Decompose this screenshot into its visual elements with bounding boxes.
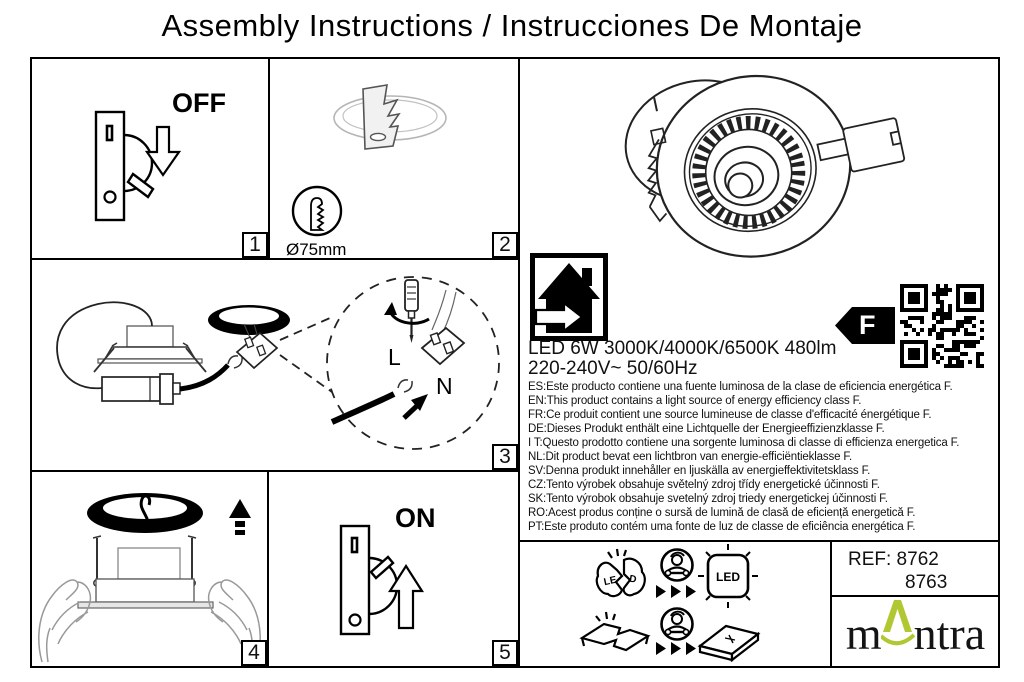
on-label: ON — [395, 503, 436, 533]
step-number: 2 — [499, 233, 511, 256]
lang-line-fr: FR:Ce produit contient une source lumineuse de classe d'efficacité énergétique F. — [528, 409, 932, 421]
logo-text: m — [845, 608, 882, 659]
ref-number-2: 8763 — [905, 572, 948, 593]
indoor-use-icon — [530, 253, 608, 341]
ceiling-cutout-illustration — [270, 59, 518, 258]
energy-class-letter: F — [859, 310, 876, 340]
spec-line: 220-240V~ 50/60Hz — [528, 358, 698, 379]
lang-line-en: EN:This product contains a light source of energy efficiency class F. — [528, 395, 862, 407]
step-number-badge — [492, 444, 518, 470]
reference-panel — [832, 542, 999, 595]
lang-line-sk: SK:Tento výrobok obsahuje svetelný zdroj triedy energetickej účinnosti F. — [528, 493, 888, 505]
logo-caret-icon — [881, 598, 915, 654]
led-label: LED — [716, 570, 740, 584]
broken-led-text: D — [628, 573, 638, 586]
broken-led-text: LE — [602, 574, 618, 589]
driver-box-icon — [700, 626, 758, 660]
service-icons-panel — [520, 542, 830, 666]
install-illustration — [32, 472, 267, 666]
step3-panel — [32, 260, 518, 470]
lang-line-es: ES:Este producto contiene una fuente luminosa de la clase de eficiencia energética F. — [528, 381, 953, 393]
step-number-badge — [242, 232, 268, 258]
lang-line-cz: CZ:Tento výrobek obsahuje světelný zdroj třídy energetické účinnosti F. — [528, 479, 880, 491]
hole-diameter-label: Ø75mm — [286, 240, 347, 258]
lang-line-sv: SV:Denna produkt innehåller en ljuskälla av energieffektivitetsklass F. — [528, 465, 871, 477]
step-number: 3 — [499, 445, 511, 468]
lang-line-nl: NL:Dit product bevat een lichtbron van energie-efficiëntieklasse F. — [528, 451, 853, 463]
step-number: 4 — [248, 641, 260, 664]
ref-number: REF: 8762 — [848, 549, 939, 570]
screwdriver-icon — [405, 280, 418, 311]
brand-panel — [832, 597, 999, 666]
up-arrow-icon — [229, 499, 251, 518]
logo-text: ntra — [913, 608, 986, 659]
spec-line: LED 6W 3000K/4000K/6500K 480lm — [528, 338, 837, 359]
step1-panel — [32, 59, 268, 258]
on-switch-illustration — [269, 472, 518, 666]
page-title: Assembly Instructions / Instrucciones De Montaje — [161, 8, 863, 43]
spec-block — [528, 339, 996, 379]
lang-line-de: DE:Dieses Produkt enthält eine Lichtquelle der Energieeffizienzklasse F. — [528, 423, 885, 435]
off-switch-illustration — [32, 59, 268, 258]
step-number-badge — [241, 640, 267, 666]
live-wire-label: L — [388, 344, 401, 370]
replaceable-parts-icons — [520, 542, 830, 666]
off-label: OFF — [172, 88, 226, 118]
wiring-diagram-illustration — [32, 260, 518, 470]
step-number-badge — [492, 232, 518, 258]
step-number: 5 — [499, 641, 511, 664]
lang-line-it: I T:Questo prodotto contiene una sorgente luminosa di classe di efficienza energetica F. — [528, 437, 960, 449]
neutral-wire-label: N — [436, 373, 453, 399]
language-block — [528, 380, 998, 534]
step-number: 1 — [249, 233, 261, 256]
step2-panel — [270, 59, 518, 258]
product-info-panel — [520, 59, 999, 540]
step5-panel — [269, 472, 518, 666]
lang-line-ro: RO:Acest produs conține o sursă de lumină de clasă de eficiență energetică F. — [528, 507, 916, 519]
downlight-product-drawing — [520, 59, 999, 269]
step-number-badge — [492, 640, 518, 666]
step4-panel — [32, 472, 267, 666]
sheet-frame — [30, 57, 1000, 668]
lang-line-pt: PT:Este produto contém uma fonte de luz de classe de eficiência energética F. — [528, 521, 916, 533]
mantra-logo — [832, 597, 999, 666]
